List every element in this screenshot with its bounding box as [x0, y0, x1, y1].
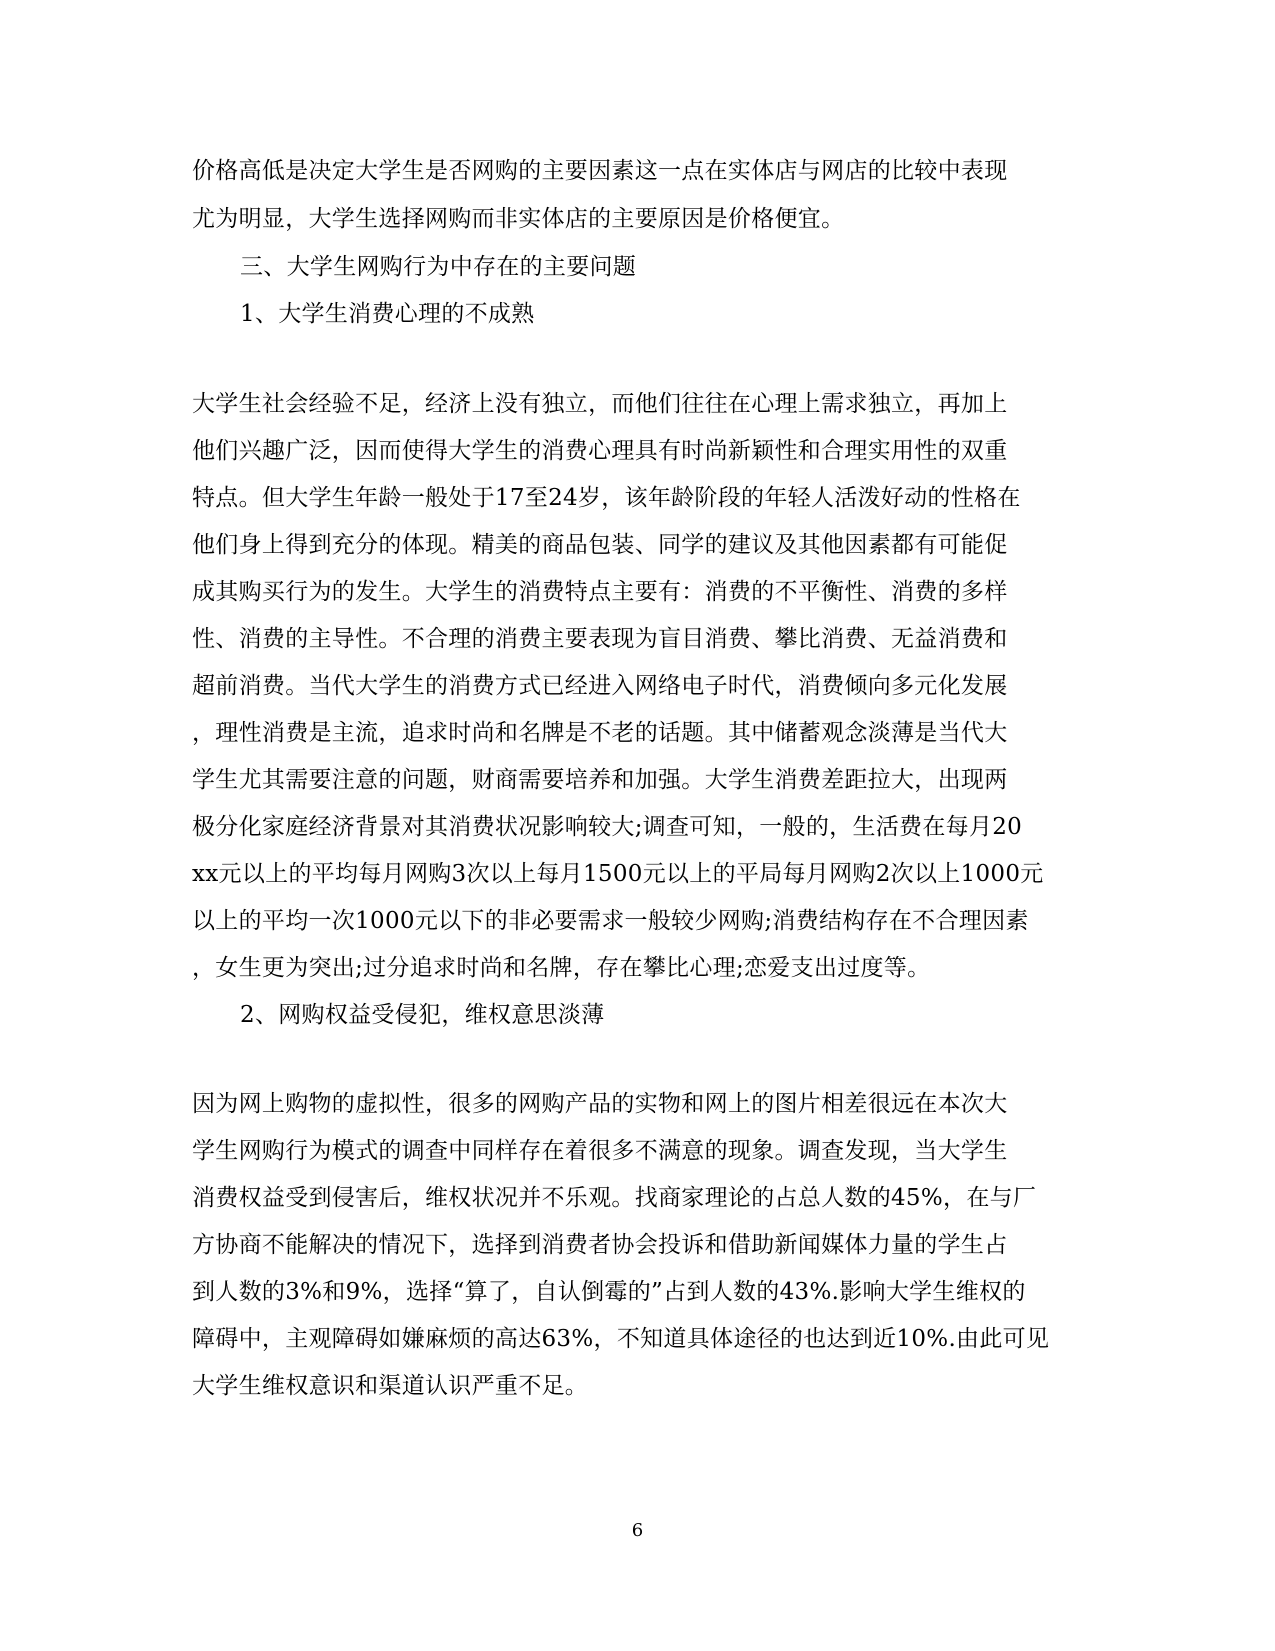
paragraph-line: 因为网上购物的虚拟性，很多的网购产品的实物和网上的图片相差很远在本次大 — [192, 1091, 1008, 1117]
section-heading: 三、大学生网购行为中存在的主要问题 — [240, 254, 637, 280]
paragraph-line: 以上的平均一次1000元以下的非必要需求一般较少网购;消费结构存在不合理因素 — [192, 908, 1029, 934]
paragraph-line: 学生尤其需要注意的问题，财商需要培养和加强。大学生消费差距拉大，出现两 — [192, 767, 1008, 793]
paragraph-line: 性、消费的主导性。不合理的消费主要表现为盲目消费、攀比消费、无益消费和 — [192, 626, 1008, 652]
page-number: 6 — [631, 1520, 644, 1541]
paragraph-line: 他们身上得到充分的体现。精美的商品包装、同学的建议及其他因素都有可能促 — [192, 532, 1008, 558]
paragraph-line: ，理性消费是主流，追求时尚和名牌是不老的话题。其中储蓄观念淡薄是当代大 — [192, 720, 1008, 746]
paragraph-line: 大学生社会经验不足，经济上没有独立，而他们往往在心理上需求独立，再加上 — [192, 391, 1008, 417]
paragraph-line: 尤为明显，大学生选择网购而非实体店的主要原因是价格便宜。 — [192, 206, 845, 232]
paragraph-line: 成其购买行为的发生。大学生的消费特点主要有：消费的不平衡性、消费的多样 — [192, 579, 1008, 605]
paragraph-line: 超前消费。当代大学生的消费方式已经进入网络电子时代，消费倾向多元化发展 — [192, 673, 1008, 699]
paragraph-line: 学生网购行为模式的调查中同样存在着很多不满意的现象。调查发现，当大学生 — [192, 1138, 1008, 1164]
subheading-rights-infringement: 2、网购权益受侵犯，维权意思淡薄 — [240, 1002, 605, 1028]
paragraph-line: 障碍中，主观障碍如嫌麻烦的高达63%，不知道具体途径的也达到近10%.由此可见 — [192, 1326, 1050, 1352]
paragraph-line: ，女生更为突出;过分追求时尚和名牌，存在攀比心理;恋爱支出过度等。 — [192, 955, 931, 981]
paragraph-line: 消费权益受到侵害后，维权状况并不乐观。找商家理论的占总人数的45%，在与厂 — [192, 1185, 1037, 1211]
subheading-consumer-psychology: 1、大学生消费心理的不成熟 — [240, 301, 535, 327]
paragraph-line: xx元以上的平均每月网购3次以上每月1500元以上的平局每月网购2次以上1000元 — [192, 861, 1044, 887]
paragraph-line: 大学生维权意识和渠道认识严重不足。 — [192, 1373, 589, 1399]
paragraph-line: 到人数的3%和9%，选择“算了，自认倒霉的”占到人数的43%.影响大学生维权的 — [192, 1279, 1026, 1305]
paragraph-line: 方协商不能解决的情况下，选择到消费者协会投诉和借助新闻媒体力量的学生占 — [192, 1232, 1008, 1258]
paragraph-line: 特点。但大学生年龄一般处于17至24岁，该年龄阶段的年轻人活泼好动的性格在 — [192, 485, 1021, 511]
paragraph-line: 他们兴趣广泛，因而使得大学生的消费心理具有时尚新颖性和合理实用性的双重 — [192, 438, 1008, 464]
paragraph-line: 价格高低是决定大学生是否网购的主要因素这一点在实体店与网店的比较中表现 — [192, 158, 1008, 184]
paragraph-line: 极分化家庭经济背景对其消费状况影响较大;调查可知，一般的，生活费在每月20 — [192, 814, 1023, 840]
